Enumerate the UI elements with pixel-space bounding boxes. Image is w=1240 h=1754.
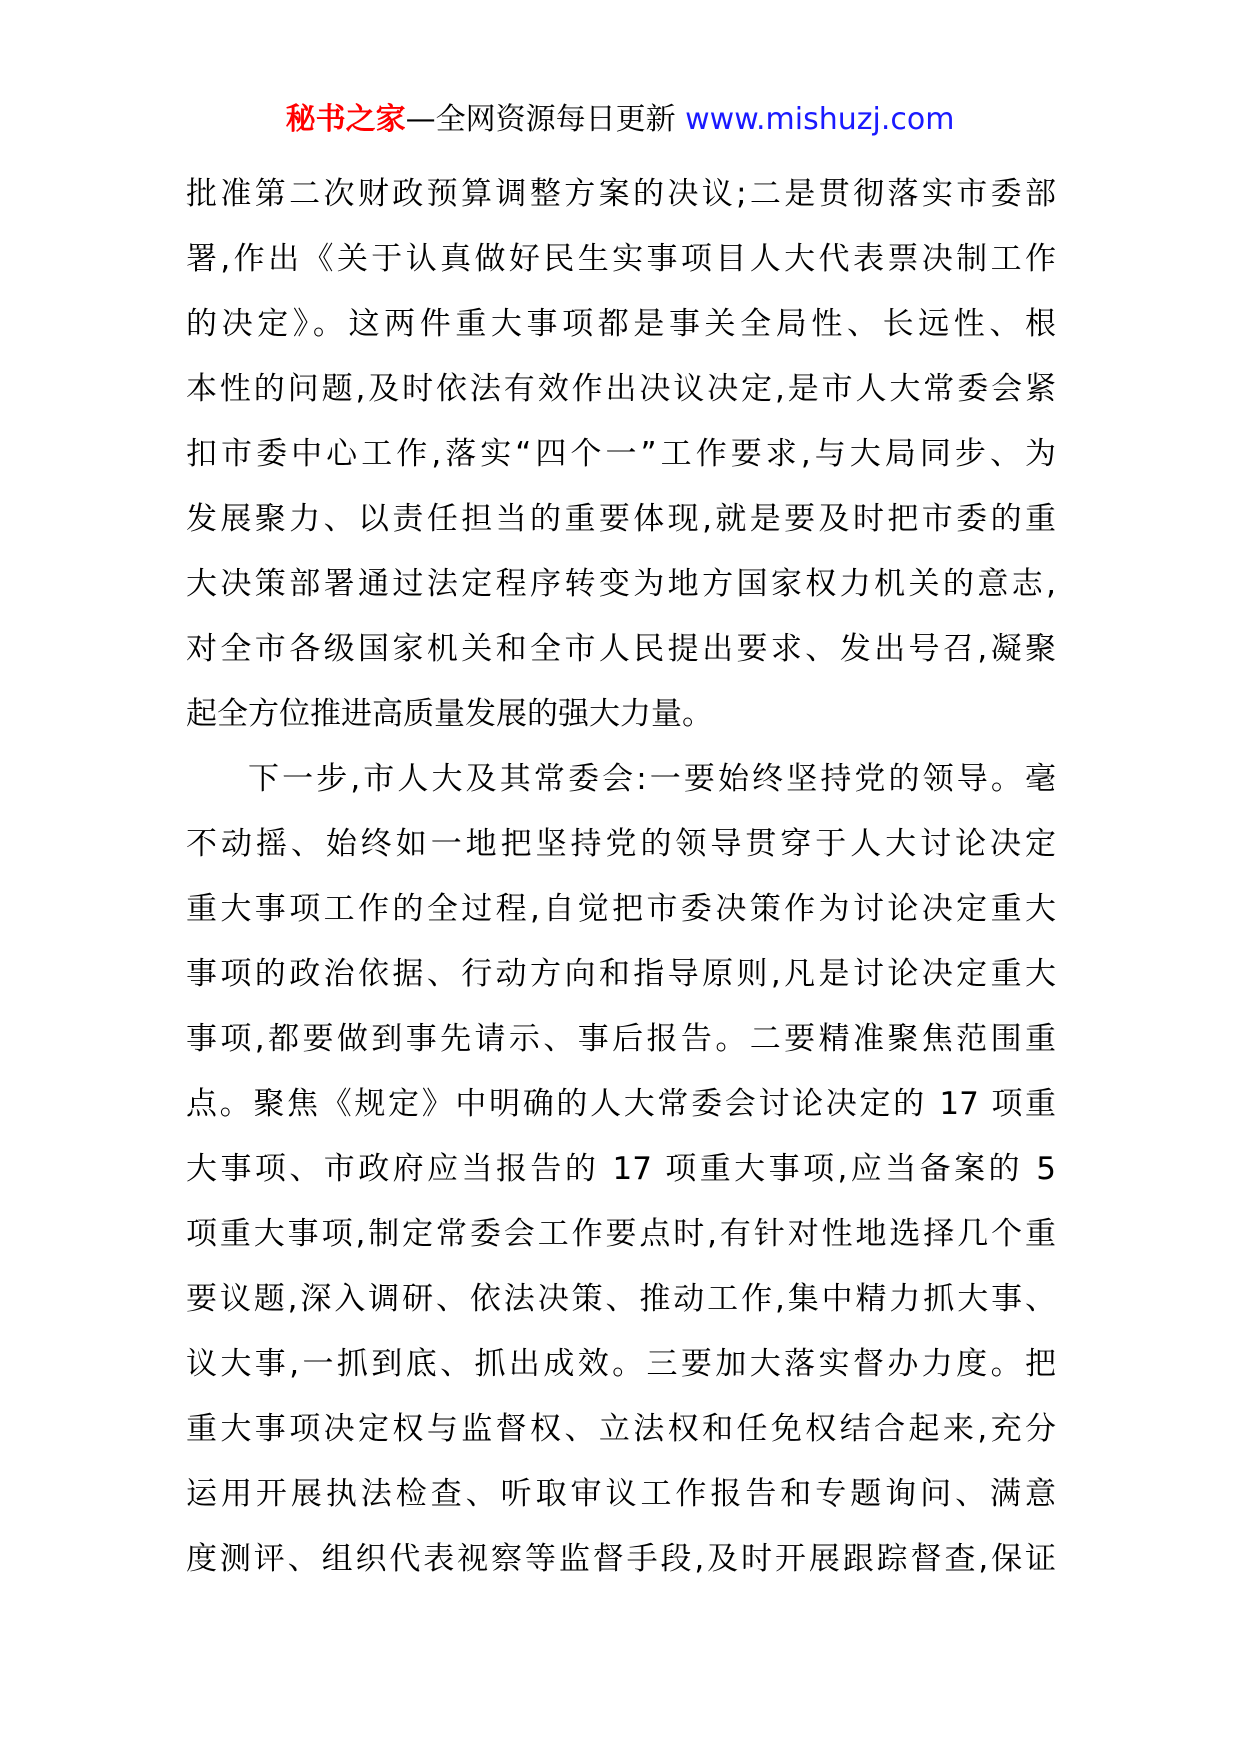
document-body [186, 162, 1056, 1592]
text-line: 大决策部署通过法定程序转变为地方国家权力机关的意志, [186, 566, 1056, 602]
text-line: 要议题,深入调研、依法决策、推动工作,集中精力抓大事、 [186, 1281, 1056, 1317]
text-line: 事项的政治依据、行动方向和指导原则,凡是讨论决定重大 [186, 956, 1056, 992]
text-line: 批准第二次财政预算调整方案的决议;二是贯彻落实市委部 [186, 176, 1056, 212]
site-tagline: —全网资源每日更新 [405, 102, 686, 137]
text-line: 重大事项决定权与监督权、立法权和任免权结合起来,充分 [186, 1411, 1056, 1447]
text-line: 对全市各级国家机关和全市人民提出要求、发出号召,凝聚 [186, 631, 1056, 667]
text-line: 点。聚焦《规定》中明确的人大常委会讨论决定的 17 项重 [186, 1086, 1056, 1122]
text-line: 的决定》。这两件重大事项都是事关全局性、长远性、根 [186, 306, 1056, 342]
text-line: 运用开展执法检查、听取审议工作报告和专题询问、满意 [186, 1476, 1056, 1512]
text-line: 本性的问题,及时依法有效作出决议决定,是市人大常委会紧 [186, 371, 1056, 407]
site-url: www.mishuzj.com [685, 102, 955, 137]
text-line: 度测评、组织代表视察等监督手段,及时开展跟踪督查,保证 [186, 1541, 1056, 1577]
text-line: 项重大事项,制定常委会工作要点时,有针对性地选择几个重 [186, 1216, 1056, 1252]
text-line: 下一步,市人大及其常委会:一要始终坚持党的领导。毫 [248, 761, 1056, 797]
text-line: 重大事项工作的全过程,自觉把市委决策作为讨论决定重大 [186, 891, 1056, 927]
paragraph [186, 747, 1056, 1592]
site-brand: 秘书之家 [285, 102, 406, 137]
text-line: 起全方位推进高质量发展的强大力量。 [186, 696, 713, 732]
text-line: 不动摇、始终如一地把坚持党的领导贯穿于人大讨论决定 [186, 826, 1056, 862]
text-line: 大事项、市政府应当报告的 17 项重大事项,应当备案的 5 [186, 1151, 1056, 1187]
site-header [0, 100, 1240, 140]
text-line: 署,作出《关于认真做好民生实事项目人大代表票决制工作 [186, 241, 1056, 277]
text-line: 发展聚力、以责任担当的重要体现,就是要及时把市委的重 [186, 501, 1056, 537]
text-line: 扣市委中心工作,落实“四个一”工作要求,与大局同步、为 [186, 436, 1056, 472]
paragraph [186, 162, 1056, 747]
text-line: 议大事,一抓到底、抓出成效。三要加大落实督办力度。把 [186, 1346, 1056, 1382]
text-line: 事项,都要做到事先请示、事后报告。二要精准聚焦范围重 [186, 1021, 1056, 1057]
